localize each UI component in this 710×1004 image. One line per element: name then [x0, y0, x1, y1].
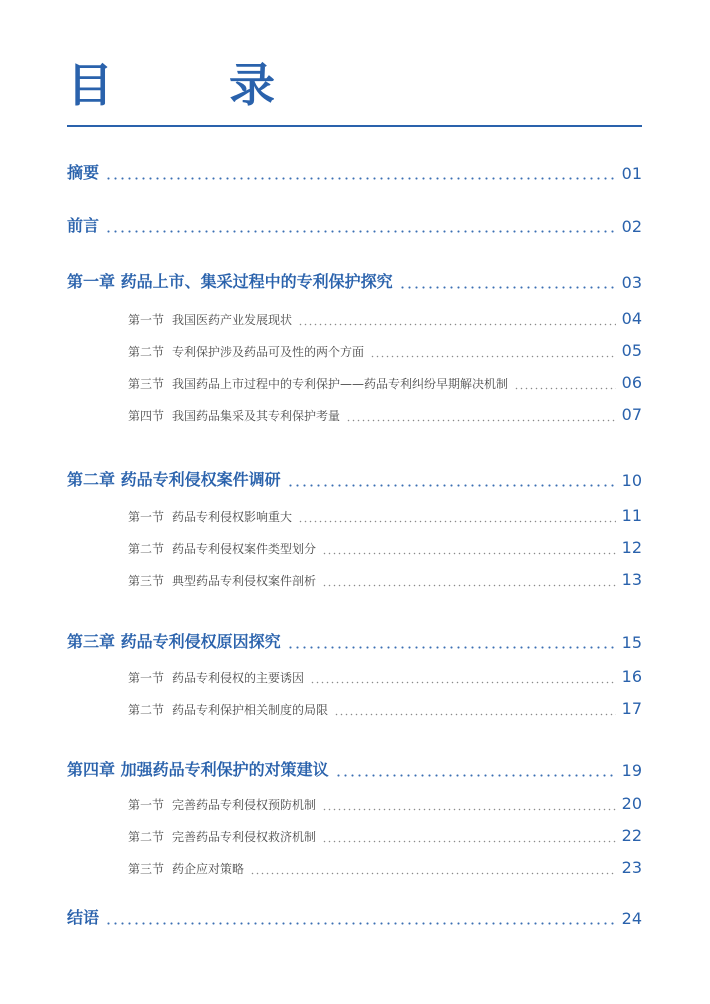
toc-entry-label: [128, 796, 316, 813]
toc-section-number: 第四节: [128, 409, 165, 423]
dot-leader: [105, 177, 616, 180]
page-title: 目 录: [67, 58, 326, 112]
toc-section-number: 第二节: [128, 703, 165, 717]
toc-chapter-entry[interactable]: [67, 268, 642, 292]
toc-section-number: 第一节: [128, 510, 165, 524]
toc-entry-label: [128, 311, 292, 328]
toc-section-number: 第一节: [128, 313, 165, 327]
toc-page-number: 16: [621, 667, 642, 686]
toc-section-number: 第二节: [128, 542, 165, 556]
toc-section-title: 专利保护涉及药品可及性的两个方面: [172, 345, 365, 359]
toc-page-number: 03: [621, 273, 642, 292]
toc-entry-label: 摘要: [67, 163, 100, 182]
toc-page-number: 13: [621, 570, 642, 589]
toc-section-title: 我国药品集采及其专利保护考量: [172, 409, 341, 423]
toc-section-title: 药品专利保护相关制度的局限: [172, 703, 329, 717]
dot-leader: [334, 713, 616, 716]
toc-section-title: 完善药品专利侵权救济机制: [172, 830, 317, 844]
dot-leader: [310, 681, 616, 684]
toc-entry-label: 第三章 药品专利侵权原因探究: [67, 632, 281, 651]
dot-leader: [105, 230, 616, 233]
toc-page-number: 06: [621, 373, 642, 392]
toc-section-entry[interactable]: [128, 372, 642, 392]
toc-section-number: 第一节: [128, 671, 165, 685]
dot-leader: [322, 584, 616, 587]
toc-section-number: 第三节: [128, 377, 165, 391]
toc-page-number: 01: [621, 164, 642, 183]
toc-entry-label: [128, 860, 244, 877]
toc-section-number: 第一节: [128, 798, 165, 812]
toc-page-number: 17: [621, 699, 642, 718]
toc-page-number: 19: [621, 761, 642, 780]
toc-section-entry[interactable]: [128, 857, 642, 877]
toc-chapter-entry[interactable]: [67, 466, 642, 490]
toc-section-entry[interactable]: [128, 793, 642, 813]
toc-page-number: 23: [621, 858, 642, 877]
toc-section-entry[interactable]: [128, 666, 642, 686]
toc-section-title: 药品专利侵权案件类型划分: [172, 542, 317, 556]
toc-page-number: 10: [621, 471, 642, 490]
toc-section-number: 第三节: [128, 574, 165, 588]
toc-section-number: 第二节: [128, 830, 165, 844]
dot-leader: [298, 323, 616, 326]
toc-section-entry[interactable]: [128, 404, 642, 424]
toc-section-entry[interactable]: [128, 308, 642, 328]
toc-chapter-entry[interactable]: [67, 212, 642, 236]
toc-section-entry[interactable]: [128, 340, 642, 360]
dot-leader: [250, 872, 616, 875]
toc-chapter-entry[interactable]: [67, 756, 642, 780]
toc-entry-label: [128, 508, 292, 525]
toc-chapter-entry[interactable]: [67, 159, 642, 183]
toc-page-number: 05: [621, 341, 642, 360]
dot-leader: [370, 355, 616, 358]
dot-leader: [322, 840, 616, 843]
toc-entry-label: [128, 407, 340, 424]
toc-page-number: 04: [621, 309, 642, 328]
toc-entry-label: 前言: [67, 216, 100, 235]
dot-leader: [105, 922, 616, 925]
toc-section-number: 第三节: [128, 862, 165, 876]
toc-section-entry[interactable]: [128, 505, 642, 525]
toc-entry-label: [128, 828, 316, 845]
toc-page-number: 15: [621, 633, 642, 652]
toc-section-entry[interactable]: [128, 825, 642, 845]
toc-entry-label: 第一章 药品上市、集采过程中的专利保护探究: [67, 272, 393, 291]
toc-entry-label: [128, 375, 508, 392]
toc-entry-label: [128, 572, 316, 589]
toc-section-title: 完善药品专利侵权预防机制: [172, 798, 317, 812]
dot-leader: [335, 774, 616, 777]
toc-entry-label: [128, 540, 316, 557]
toc-chapter-entry[interactable]: [67, 904, 642, 928]
toc-section-title: 药品专利侵权的主要诱因: [172, 671, 305, 685]
toc-page-number: 20: [621, 794, 642, 813]
dot-leader: [322, 552, 616, 555]
toc-section-title: 药企应对策略: [172, 862, 245, 876]
toc-section-entry[interactable]: [128, 698, 642, 718]
toc-entry-label: 结语: [67, 908, 100, 927]
toc-entry-label: [128, 669, 304, 686]
dot-leader: [322, 808, 616, 811]
dot-leader: [399, 286, 616, 289]
toc-page-number: 12: [621, 538, 642, 557]
toc-entry-label: 第二章 药品专利侵权案件调研: [67, 470, 281, 489]
toc-section-entry[interactable]: [128, 569, 642, 589]
toc-section-title: 典型药品专利侵权案件剖析: [172, 574, 317, 588]
toc-page-number: 22: [621, 826, 642, 845]
toc-page-number: 02: [621, 217, 642, 236]
toc-section-number: 第二节: [128, 345, 165, 359]
toc-page-number: 07: [621, 405, 642, 424]
dot-leader: [287, 646, 616, 649]
dot-leader: [346, 419, 616, 422]
dot-leader: [298, 520, 616, 523]
toc-page-number: 11: [621, 506, 642, 525]
dot-leader: [514, 387, 616, 390]
toc-entry-label: 第四章 加强药品专利保护的对策建议: [67, 760, 329, 779]
toc-entry-label: [128, 701, 328, 718]
toc-section-title: 我国药品上市过程中的专利保护——药品专利纠纷早期解决机制: [172, 377, 509, 391]
toc-chapter-entry[interactable]: [67, 628, 642, 652]
toc-page-number: 24: [621, 909, 642, 928]
toc-section-entry[interactable]: [128, 537, 642, 557]
toc-entry-label: [128, 343, 364, 360]
toc-section-title: 我国医药产业发展现状: [172, 313, 293, 327]
toc-section-title: 药品专利侵权影响重大: [172, 510, 293, 524]
dot-leader: [287, 484, 616, 487]
